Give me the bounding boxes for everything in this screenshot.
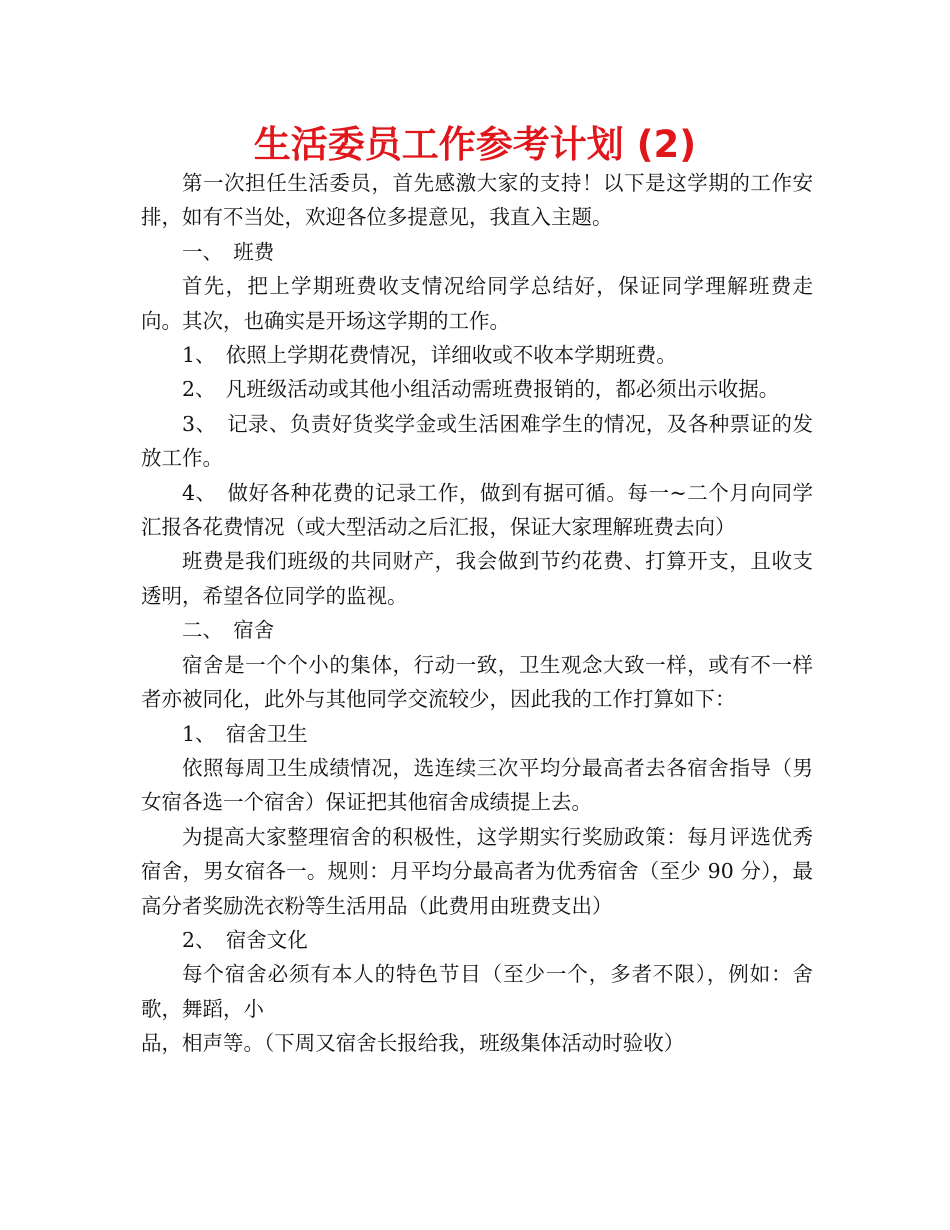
- list-item-fee-2: 2、 凡班级活动或其他小组活动需班费报销的，都必须出示收据。: [182, 377, 780, 402]
- list-item-dorm-hygiene: 1、 宿舍卫生: [182, 721, 308, 746]
- paragraph-class-fee-summary: 首先，把上学期班费收支情况给同学总结好，保证同学理解班费走向。其次，也确实是开场这学期的工作。: [141, 274, 813, 333]
- paragraph-dorm-culture: 每个宿舍必须有本人的特色节目（至少一个，多者不限），例如：舍歌，舞蹈，小: [141, 962, 813, 1021]
- document-body: [141, 166, 813, 1061]
- paragraph-dormitory-intro: 宿舍是一个个小的集体，行动一致，卫生观念大致一样，或有不一样者亦被同化，此外与其他同学交流较少，因此我的工作打算如下：: [141, 652, 813, 712]
- section-heading-dormitory: 二、 宿舍: [182, 618, 275, 643]
- list-item-dorm-culture: 2、 宿舍文化: [182, 927, 308, 952]
- paragraph-intro: 第一次担任生活委员，首先感激大家的支持！以下是这学期的工作安排，如有不当处，欢迎各位多提意见，我直入主题。: [141, 171, 813, 230]
- paragraph-fee-closing: 班费是我们班级的共同财产，我会做到节约花费、打算开支，且收支透明，希望各位同学的监视。: [141, 549, 813, 608]
- list-item-fee-4: 4、 做好各种花费的记录工作，做到有据可循。每一~二个月向同学汇报各花费情况（或大型活动之后汇报，保证大家理解班费去向）: [141, 480, 813, 540]
- paragraph-dorm-hygiene-guidance: 依照每周卫生成绩情况，选连续三次平均分最高者去各宿舍指导（男女宿各选一个宿舍）保证把其他宿舍成绩提上去。: [141, 755, 813, 815]
- section-heading-class-fee: 一、 班费: [182, 239, 275, 264]
- list-item-fee-1: 1、 依照上学期花费情况，详细收或不收本学期班费。: [182, 343, 677, 368]
- paragraph-dorm-culture-continued: 品，相声等。（下周又宿舍长报给我，班级集体活动时验收）: [141, 1031, 685, 1056]
- list-item-fee-3: 3、 记录、负责好货奖学金或生活困难学生的情况，及各种票证的发放工作。: [141, 411, 813, 471]
- paragraph-dorm-reward-policy: 为提高大家整理宿舍的积极性，这学期实行奖励政策：每月评选优秀宿舍，男女宿各一。规则：月平均分最高者为优秀宿舍（至少 90 分），最高分者奖励洗衣粉等生活用品（此费用由班费支出）: [141, 824, 813, 918]
- document-title: 生活委员工作参考计划 (2): [253, 123, 697, 166]
